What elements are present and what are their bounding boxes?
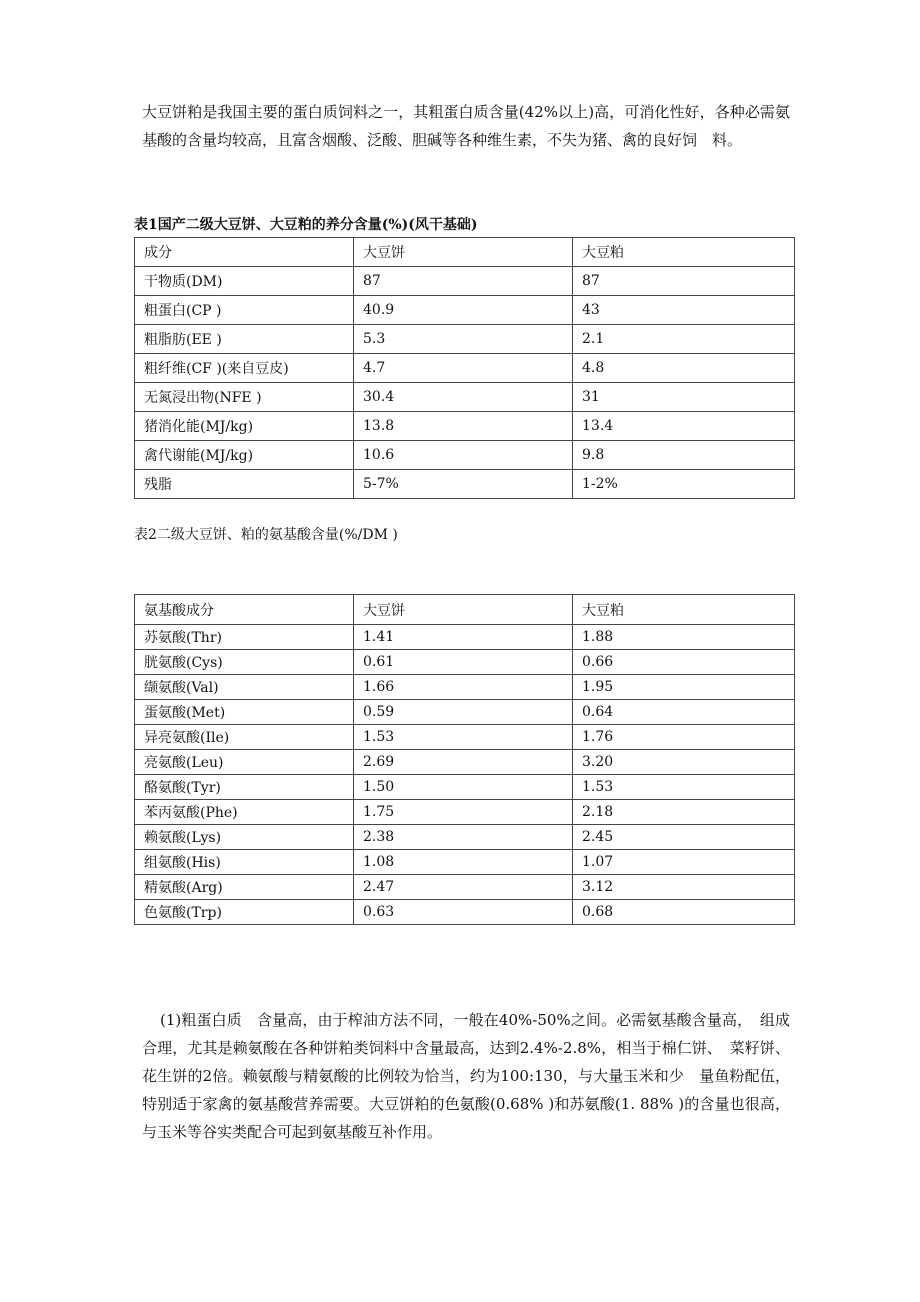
table2-amino-acid-content — [134, 594, 795, 925]
table-cell: 9.8 — [573, 441, 795, 470]
table-cell: 13.4 — [573, 412, 795, 441]
table-cell: 赖氨酸(Lys) — [135, 825, 354, 850]
table-row — [135, 750, 795, 775]
table-cell: 0.61 — [354, 650, 573, 675]
table-cell: 精氨酸(Arg) — [135, 875, 354, 900]
table-cell: 1-2% — [573, 470, 795, 499]
table-cell: 组氨酸(His) — [135, 850, 354, 875]
table-row — [135, 700, 795, 725]
table-cell: 1.07 — [573, 850, 795, 875]
table-cell: 粗纤维(CF )(来自豆皮) — [135, 354, 354, 383]
table-cell: 1.66 — [354, 675, 573, 700]
table-cell: 31 — [573, 383, 795, 412]
table-cell: 2.18 — [573, 800, 795, 825]
table-cell: 40.9 — [354, 296, 573, 325]
intro-paragraph: 大豆饼粕是我国主要的蛋白质饲料之一，其粗蛋白质含量(42%以上)高，可消化性好，各种必需氨基酸的含量均较高，且富含烟酸、泛酸、胆碱等各种维生素，不失为猪、禽的良好饲 料。 — [142, 103, 790, 149]
table-row — [135, 775, 795, 800]
table-cell: 苏氨酸(Thr) — [135, 625, 354, 650]
table-cell: 3.12 — [573, 875, 795, 900]
table-cell: 蛋氨酸(Met) — [135, 700, 354, 725]
table-cell: 1.53 — [573, 775, 795, 800]
table-cell: 1.08 — [354, 850, 573, 875]
table-cell: 87 — [354, 267, 573, 296]
table-cell: 0.68 — [573, 900, 795, 925]
table-row — [135, 725, 795, 750]
table-cell: 10.6 — [354, 441, 573, 470]
table-cell: 87 — [573, 267, 795, 296]
table-row — [135, 441, 795, 470]
table2-header-row — [135, 595, 795, 625]
table-cell: 猪消化能(MJ/kg) — [135, 412, 354, 441]
table-cell: 粗脂肪(EE ) — [135, 325, 354, 354]
table-cell: 干物质(DM) — [135, 267, 354, 296]
table-row — [135, 383, 795, 412]
table-cell: 13.8 — [354, 412, 573, 441]
table1-header-row — [135, 238, 795, 267]
table1-header-cell: 大豆饼 — [354, 238, 573, 267]
table-cell: 1.53 — [354, 725, 573, 750]
table-cell: 5-7% — [354, 470, 573, 499]
table-cell: 1.76 — [573, 725, 795, 750]
table-cell: 0.59 — [354, 700, 573, 725]
table-cell: 3.20 — [573, 750, 795, 775]
table1-caption: 表1国产二级大豆饼、大豆粕的养分含量(%)(风干基础) — [134, 217, 478, 233]
table-row — [135, 800, 795, 825]
table-cell: 1.41 — [354, 625, 573, 650]
table-cell: 1.88 — [573, 625, 795, 650]
table-cell: 4.7 — [354, 354, 573, 383]
table-cell: 1.95 — [573, 675, 795, 700]
table-cell: 粗蛋白(CP ) — [135, 296, 354, 325]
table2-header-cell: 大豆粕 — [573, 595, 795, 625]
table-cell: 0.64 — [573, 700, 795, 725]
table1-header-cell: 大豆粕 — [573, 238, 795, 267]
table2-header-cell: 氨基酸成分 — [135, 595, 354, 625]
table-cell: 亮氨酸(Leu) — [135, 750, 354, 775]
table-cell: 1.75 — [354, 800, 573, 825]
table2-caption: 表2二级大豆饼、粕的氨基酸含量(%/DM ) — [134, 527, 398, 543]
table-cell: 色氨酸(Trp) — [135, 900, 354, 925]
table-row — [135, 675, 795, 700]
table-cell: 43 — [573, 296, 795, 325]
table-row — [135, 296, 795, 325]
table-row — [135, 412, 795, 441]
table-cell: 2.1 — [573, 325, 795, 354]
table-row — [135, 850, 795, 875]
table-row — [135, 325, 795, 354]
table-cell: 2.45 — [573, 825, 795, 850]
table-cell: 0.66 — [573, 650, 795, 675]
table-cell: 4.8 — [573, 354, 795, 383]
table-cell: 残脂 — [135, 470, 354, 499]
table-cell: 禽代谢能(MJ/kg) — [135, 441, 354, 470]
table1-nutrient-content — [134, 237, 795, 499]
table-cell: 2.47 — [354, 875, 573, 900]
table-cell: 2.38 — [354, 825, 573, 850]
table-row — [135, 825, 795, 850]
table-cell: 缬氨酸(Val) — [135, 675, 354, 700]
table-cell: 异亮氨酸(Ile) — [135, 725, 354, 750]
table1-header-cell: 成分 — [135, 238, 354, 267]
table-row — [135, 470, 795, 499]
table-cell: 0.63 — [354, 900, 573, 925]
table-cell: 胱氨酸(Cys) — [135, 650, 354, 675]
table-cell: 2.69 — [354, 750, 573, 775]
table2-header-cell: 大豆饼 — [354, 595, 573, 625]
table-cell: 无氮浸出物(NFE ) — [135, 383, 354, 412]
table-cell: 苯丙氨酸(Phe) — [135, 800, 354, 825]
table-row — [135, 900, 795, 925]
table-cell: 5.3 — [354, 325, 573, 354]
table-cell: 酪氨酸(Tyr) — [135, 775, 354, 800]
table-cell: 1.50 — [354, 775, 573, 800]
closing-paragraph: (1)粗蛋白质 含量高，由于榨油方法不同，一般在40%-50%之间。必需氨基酸含量高， 组成合理，尤其是赖氨酸在各种饼粕类饲料中含量最高，达到2.4%-2.8%，相当于棉仁饼、 菜籽饼、花生饼的2倍。赖氨酸与精氨酸的比例较为恰当，约为100:130，与大量玉米和少 量鱼粉配伍，特别适于家禽的氨基酸营养需要。大豆饼粕的色氨酸(0.68% )和苏氨酸(1. 88% )的含量也很高，与玉米等谷实类配合可起到氨基酸互补作用。 — [142, 1011, 790, 1141]
table-cell: 30.4 — [354, 383, 573, 412]
table-row — [135, 625, 795, 650]
table-row — [135, 650, 795, 675]
table-row — [135, 354, 795, 383]
table-row — [135, 875, 795, 900]
table-row — [135, 267, 795, 296]
